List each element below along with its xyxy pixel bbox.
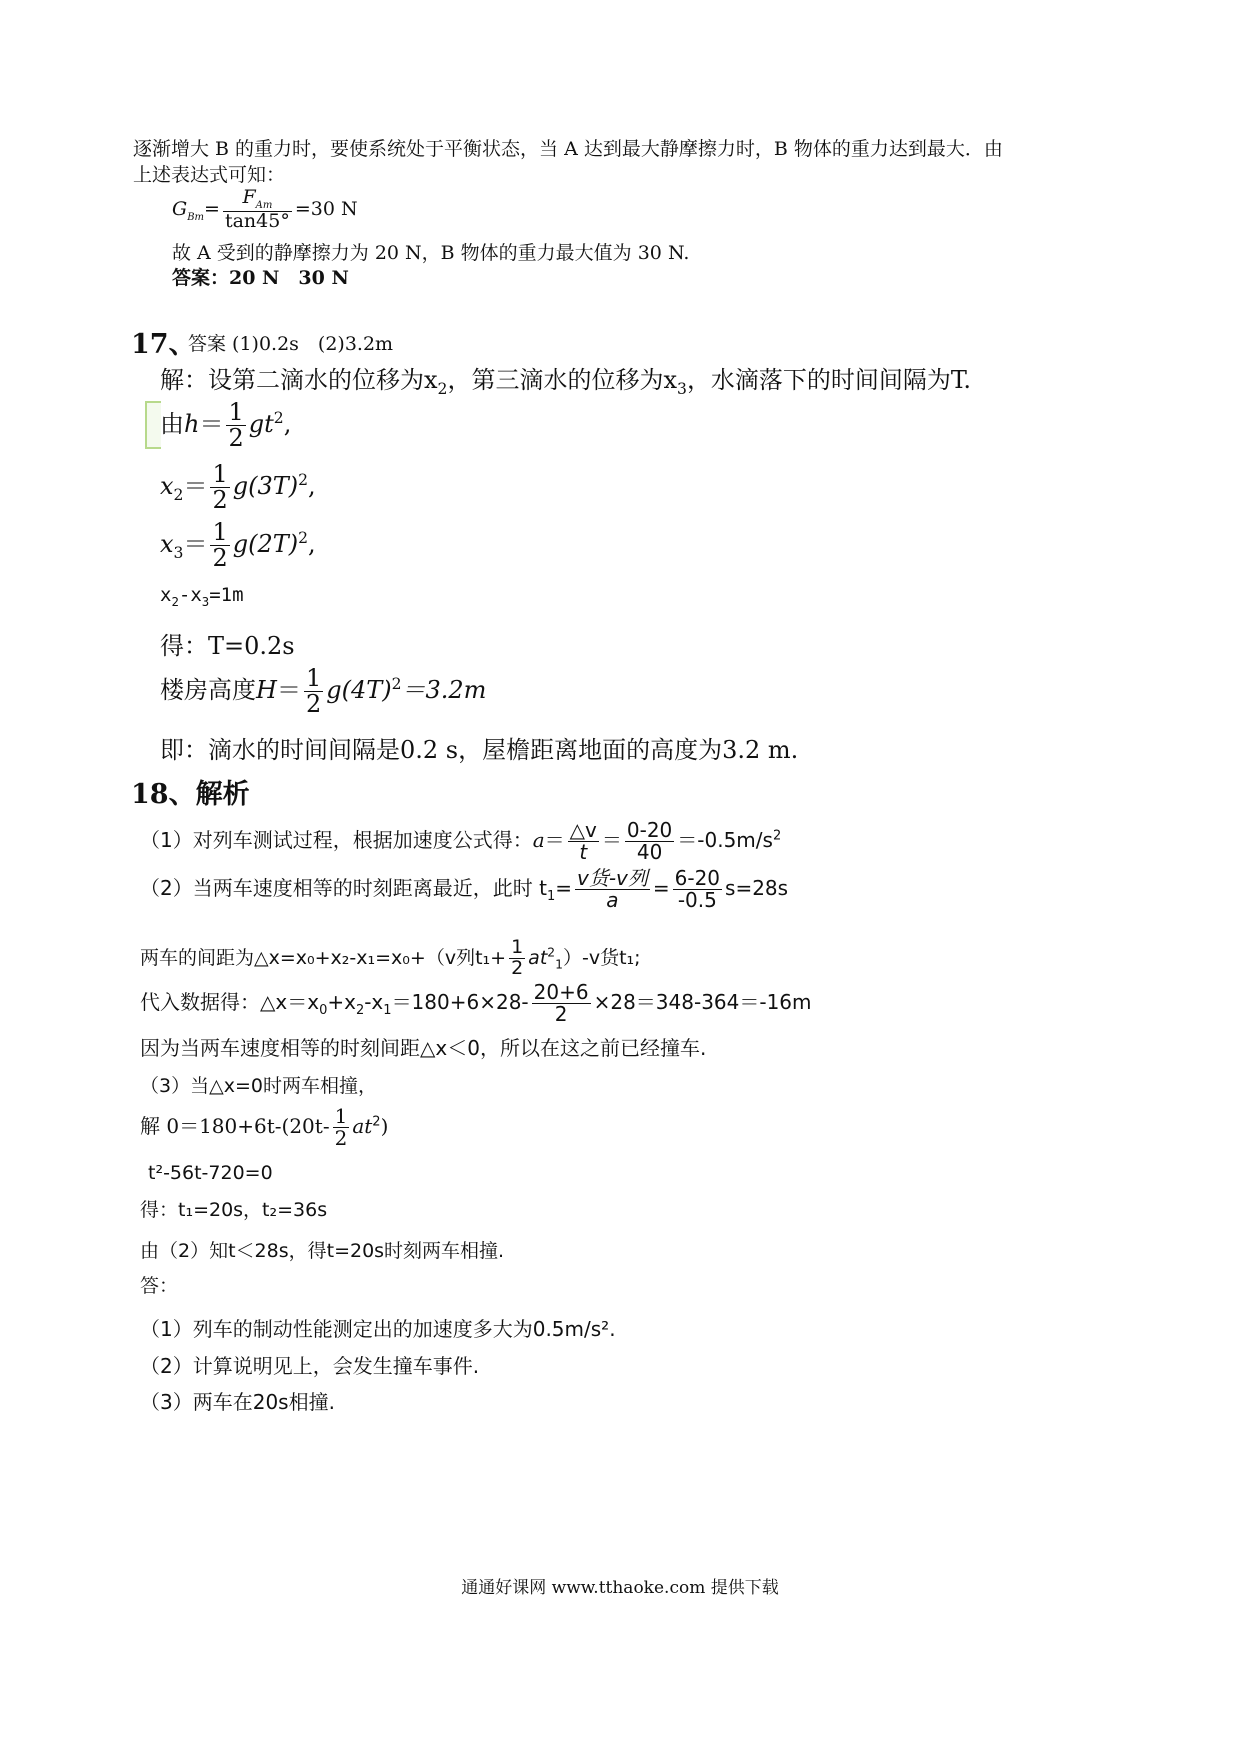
p18-q3: 两车的间距为△x=x₀+x₂-x₁=x₀+（v列t₁+ $\frac{1}{2}$ $at^2_1)-v$货t₁; <box>140 936 641 979</box>
p18-q2: （2）当两车速度相等的时刻距离最近，此时 $t_1=$ $\frac{\text{v货-v列}}{a}$ = $\frac{6-20}{-0.5}$ s=28s <box>140 866 789 912</box>
p17-eq-diff: $x_2-x_3=1m$ <box>160 584 244 609</box>
margin-marker <box>145 401 161 449</box>
p16-line2: 上述表达式可知： <box>133 164 286 186</box>
p17-eq-x2: $x_2=$ $\frac{1}{2}$ $g(3T)^2$, <box>160 460 316 515</box>
p17-eq-height: 楼房高度H＝ $\frac{1}{2}$ $g(4T)^2=3.2m$ <box>160 664 487 719</box>
p17-solution-intro: 解：设第二滴水的位移为$x_2$，第三滴水的位移为$x_3$，水滴落下的时间间隔为T. <box>160 366 972 398</box>
p17-eq-fall: 由h＝ $\frac{1}{2}$ $gt^2$, <box>160 398 292 453</box>
p17-number: 17、 <box>131 329 196 360</box>
p18-q10: 由（2）知t＜28s，得t=20s时刻两车相撞. <box>140 1240 505 1262</box>
p18-heading: 18、解析 <box>131 779 250 810</box>
p18-q4: 代入数据得：$\triangle x=x_0+x_2-x_1=180+6\times 28-$ $\frac{20+6}{2}$ ×28＝348-364＝-16m <box>140 980 812 1026</box>
p16-formula: $G_{Bm}=$ $\frac{F_{Am}}{\tan 45^\circ}$ =30 N <box>172 186 358 233</box>
p17-answer: 答案 (1)0.2s (2)3.2m <box>188 333 394 355</box>
p18-q13: （2）计算说明见上，会发生撞车事件. <box>140 1354 480 1378</box>
p17-eq-t: 得：T=0.2s <box>160 632 295 660</box>
p16-line1: 逐渐增大 B 的重力时，要使系统处于平衡状态，当 A 达到最大静摩擦力时，B 物体的重力达到最大．由 <box>133 138 1003 160</box>
p17-eq-x3: $x_3=$ $\frac{1}{2}$ $g(2T)^2$, <box>160 518 316 573</box>
p18-q9: 得：t₁=20s，t₂=36s <box>140 1199 328 1221</box>
p16-line3: 故 A 受到的静摩擦力为 20 N，B 物体的重力最大值为 30 N. <box>172 242 690 264</box>
p18-q8: t²-56t-720=0 <box>148 1162 273 1184</box>
p18-q7: 解 0＝180+6t-(20t- $\frac{1}{2}$ $at^2$) <box>140 1104 389 1150</box>
p18-q1: （1）对列车测试过程，根据加速度公式得：a＝ $\frac{\triangle v}{t}$ ＝ $\frac{0-20}{40}$ $=-0.5m/s^2$ <box>140 818 782 864</box>
p18-q5: 因为当两车速度相等的时刻间距△x＜0，所以在这之前已经撞车. <box>140 1036 707 1060</box>
p18-q6: （3）当△x=0时两车相撞， <box>140 1075 377 1097</box>
p17-conclusion: 即：滴水的时间间隔是0.2 s，屋檐距离地面的高度为3.2 m. <box>160 736 799 764</box>
p18-q11: 答： <box>140 1275 179 1297</box>
page-footer: 通通好课网 www.tthaoke.com 提供下载 <box>461 1578 779 1598</box>
p16-answer: 答案：20 N 30 N <box>172 267 349 289</box>
p18-q14: （3）两车在20s相撞. <box>140 1390 335 1414</box>
p18-q12: （1）列车的制动性能测定出的加速度多大为0.5m/s². <box>140 1317 616 1341</box>
